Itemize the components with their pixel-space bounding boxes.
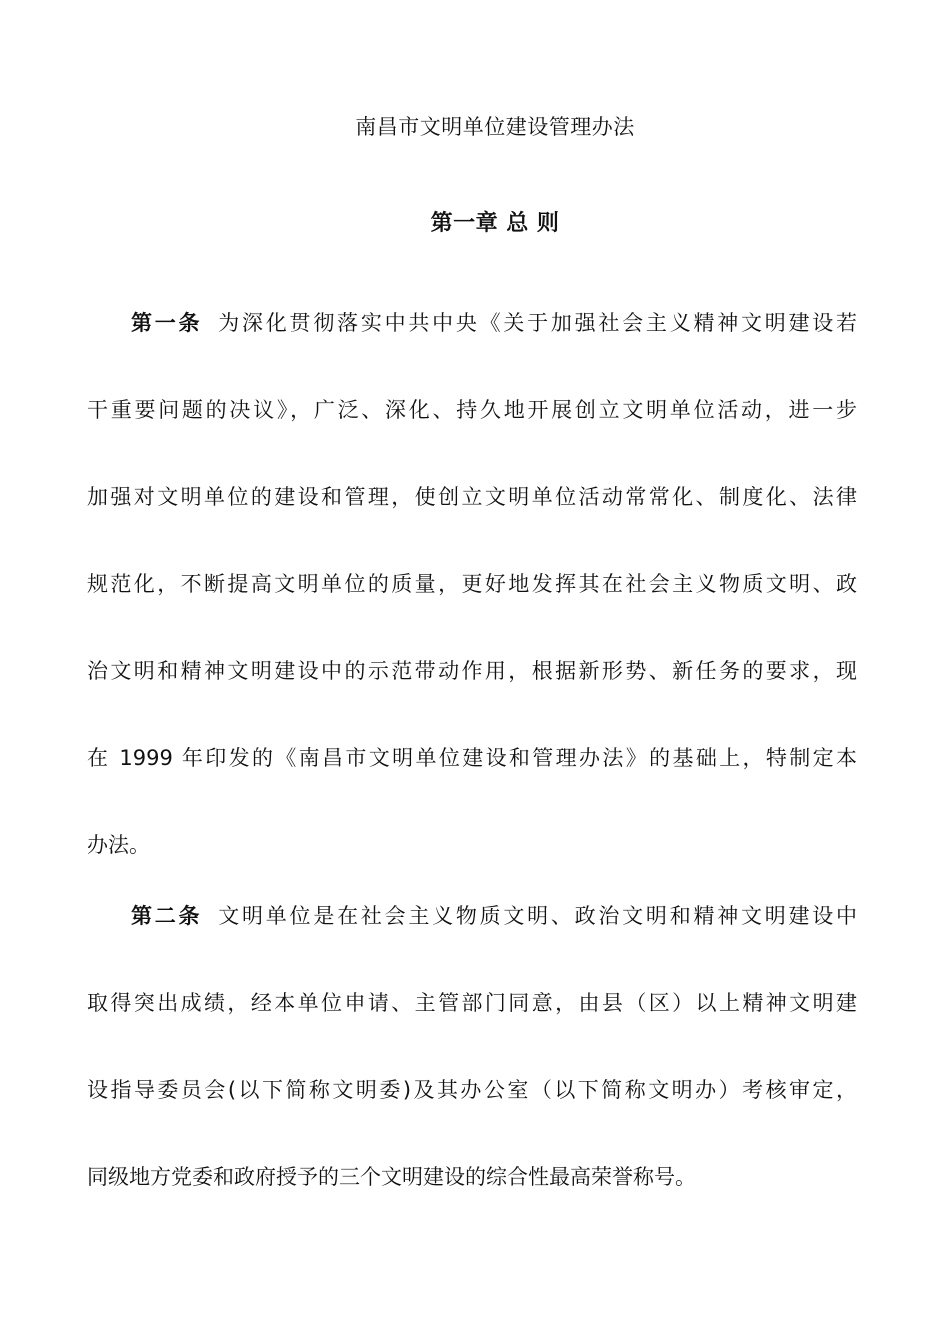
article-1-line-3: 加强对文明单位的建设和管理，使创立文明单位活动常常化、制度化、法律: [87, 485, 857, 509]
article-1-line-2: 干重要问题的决议》，广泛、深化、持久地开展创立文明单位活动，进一步: [87, 398, 857, 422]
article-2-line-3: 设指导委员会(以下简称文明委)及其办公室（以下简称文明办）考核审定，: [87, 1078, 857, 1102]
article-2-line-2: 取得突出成绩，经本单位申请、主管部门同意，由县（区）以上精神文明建: [87, 991, 857, 1015]
document-title: 南昌市文明单位建设管理办法: [355, 115, 635, 139]
article-1-line-4: 规范化，不断提高文明单位的质量，更好地发挥其在社会主义物质文明、政: [87, 572, 857, 596]
article-2-line-1: [131, 900, 857, 932]
chapter-heading: 第一章 总 则: [430, 211, 560, 236]
article-1-line-6: 在 1999 年印发的《南昌市文明单位建设和管理办法》的基础上，特制定本: [87, 746, 857, 770]
article-1-text: 为深化贯彻落实中共中央《关于加强社会主义精神文明建设若: [218, 311, 858, 335]
article-1-line-7: 办法。: [87, 833, 150, 857]
article-2-label: 第二条: [131, 904, 203, 928]
article-2-line-4: 同级地方党委和政府授予的三个文明建设的综合性最高荣誉称号。: [87, 1165, 696, 1189]
article-1-line-5: 治文明和精神文明建设中的示范带动作用，根据新形势、新任务的要求，现: [87, 659, 857, 683]
article-2-text: 文明单位是在社会主义物质文明、政治文明和精神文明建设中: [218, 904, 858, 928]
article-1-line-1: [131, 307, 857, 339]
article-1-label: 第一条: [131, 311, 203, 335]
